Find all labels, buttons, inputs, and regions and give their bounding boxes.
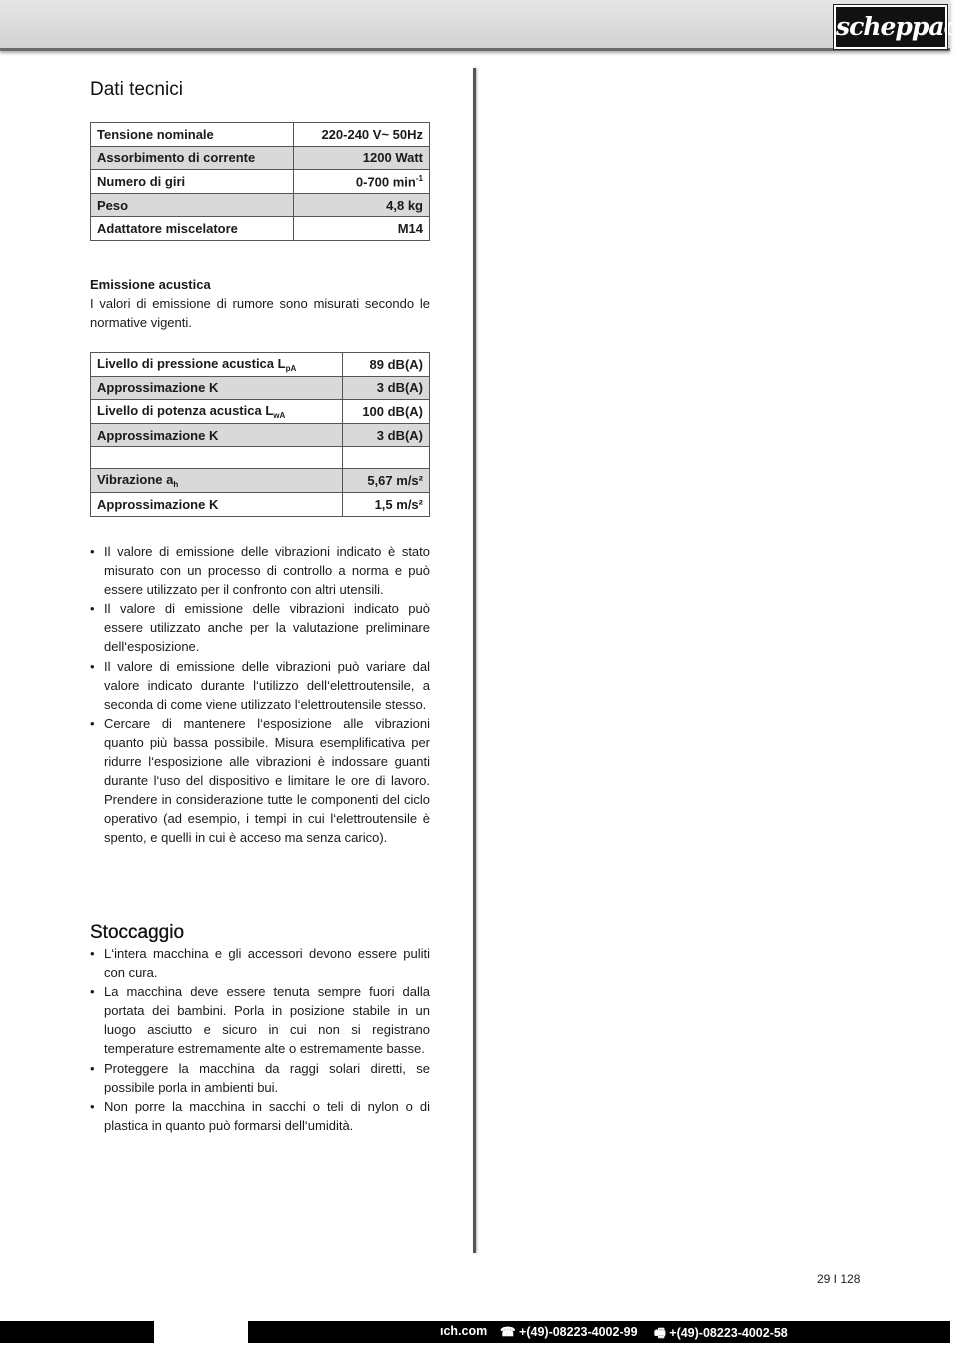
- list-item: • L‘intera macchina e gli accessori devono essere puliti con cura.: [90, 944, 430, 982]
- table-row: [91, 423, 430, 447]
- list-item: • Cercare di mantenere l‘esposizione alle vibrazioni quanto più bassa possibile. Misura esemplificativa per ridurre l‘esposizione alle vibrazioni è indossare guanti durante l‘uso del dispositivo e limitare le ore di lavoro. Prendere in considerazione tutte le componenti del ciclo operativo (ad esempio, i tempi in cui l‘elettroutensile è spento, e quelli in cui è acceso ma senza carico).: [90, 714, 430, 848]
- table-row: [91, 193, 430, 217]
- table-row: [91, 353, 430, 377]
- noise-label: [91, 353, 343, 377]
- spec-value: 1200 Watt: [294, 146, 430, 170]
- emission-text: I valori di emissione di rumore sono misurati secondo le normative vigenti.: [90, 296, 430, 331]
- noise-table: [90, 352, 430, 517]
- footer-bar: [0, 1321, 950, 1343]
- spec-value: 4,8 kg: [294, 193, 430, 217]
- section-title-tech: [90, 79, 430, 101]
- specs-table: [90, 122, 430, 241]
- footer-website[interactable]: ıch.com: [440, 1324, 488, 1338]
- noise-value: 5,67 m/s²: [342, 469, 429, 493]
- footer-phone: ☎ +(49)-08223-4002-99: [500, 1325, 638, 1339]
- noise-value: 3 dB(A): [342, 423, 429, 447]
- header-bar: [0, 0, 975, 51]
- list-item: • Il valore di emissione delle vibrazioni può variare dal valore indicato durante l‘utilizzo dell‘elettroutensile, a seconda di come viene utilizzato l‘elettroutensile stesso.: [90, 657, 430, 714]
- noise-label: Approssimazione K: [91, 492, 343, 516]
- section-title-storage: [90, 922, 430, 944]
- empty-cell: [91, 447, 343, 469]
- column-divider: [473, 68, 476, 1253]
- noise-label: [91, 469, 343, 493]
- footer-fax: 🖷 +(49)-08223-4002-58: [654, 1326, 788, 1340]
- table-row: [91, 170, 430, 194]
- noise-label: Approssimazione K: [91, 376, 343, 400]
- table-row: [91, 469, 430, 493]
- table-row: [91, 217, 430, 241]
- emission-block: [90, 275, 430, 332]
- spec-value: [294, 170, 430, 194]
- list-item: • Il valore di emissione delle vibrazioni indicato è stato misurato con un processo di controllo a norma e può essere utilizzato per il confronto con altri utensili.: [90, 542, 430, 599]
- table-row: [91, 146, 430, 170]
- list-item: • Il valore di emissione delle vibrazioni indicato può essere utilizzato anche per la valutazione preliminare dell‘esposizione.: [90, 599, 430, 656]
- storage-notes: [90, 944, 430, 1135]
- noise-label: Approssimazione K: [91, 423, 343, 447]
- noise-label-text: Vibrazione a: [97, 472, 174, 488]
- noise-value: 100 dB(A): [342, 400, 429, 424]
- spec-label: Peso: [91, 193, 294, 217]
- spec-value-text: 0-700 min: [355, 174, 416, 190]
- list-item: • Proteggere la macchina da raggi solari diretti, se possibile porla in ambienti bui.: [90, 1059, 430, 1097]
- noise-value: 1,5 m/s²: [342, 492, 429, 516]
- noise-value: 3 dB(A): [342, 376, 429, 400]
- brand-logo: scheppach: [834, 5, 947, 49]
- table-row-empty: [91, 447, 430, 469]
- spec-label: Adattatore miscelatore: [91, 217, 294, 241]
- noise-label: [91, 400, 343, 424]
- spec-value-sup: -1: [415, 173, 423, 183]
- noise-label-text: Livello di potenza acustica L: [97, 402, 274, 418]
- table-row: [91, 492, 430, 516]
- table-row: [91, 376, 430, 400]
- list-item: • La macchina deve essere tenuta sempre fuori dalla portata dei bambini. Porla in posizione stabile in un luogo asciutto e sicuro in cui non si registrano temperature estremamente alte o estremamente basse.: [90, 982, 430, 1058]
- spec-value: M14: [294, 217, 430, 241]
- noise-value: 89 dB(A): [342, 353, 429, 377]
- table-row: [91, 123, 430, 147]
- vibration-notes: [90, 542, 430, 848]
- spec-value: 220-240 V~ 50Hz: [294, 123, 430, 147]
- spec-label: Assorbimento di corrente: [91, 146, 294, 170]
- noise-label-sub: pA: [285, 363, 297, 373]
- empty-cell: [342, 447, 429, 469]
- list-item: • Non porre la macchina in sacchi o teli di nylon o di plastica in quanto può formarsi dell‘umidità.: [90, 1097, 430, 1135]
- table-row: [91, 400, 430, 424]
- spec-label: Tensione nominale: [91, 123, 294, 147]
- page-number: 29 I 128: [817, 1272, 861, 1286]
- heading-stoccaggio: Stoccaggio: [90, 922, 185, 943]
- spec-label: Numero di giri: [91, 170, 294, 194]
- noise-label-sub: h: [173, 480, 179, 490]
- heading-dati-tecnici: Dati tecnici: [90, 79, 183, 100]
- footer-black-segment: [0, 1321, 154, 1343]
- noise-label-sub: wA: [273, 410, 286, 420]
- emission-heading: Emissione acustica: [90, 277, 211, 292]
- noise-label-text: Livello di pressione acustica L: [97, 355, 286, 371]
